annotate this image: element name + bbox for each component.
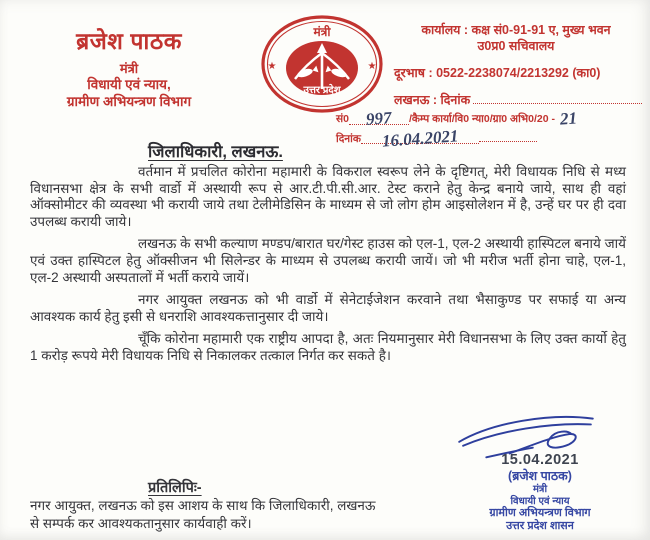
copy-line-2: से सम्पर्क कर आवश्यकतानुसार कार्यवाही करें।: [30, 515, 252, 531]
seal-right-star-icon: ★: [367, 61, 377, 72]
ref-date-rule: [361, 125, 479, 151]
ref-number-suffix: /कैम्प कार्या/वि0 न्या0/ग्रा0 अभि0/20 -: [408, 113, 556, 125]
place-date-label: लखनऊ : दिनांक: [394, 92, 471, 107]
body-paragraph-2: लखनऊ के सभी कल्याण मण्डप/बारात घर/गेस्ट हाउस को एल-1, एल-2 अस्थायी हास्पिटल बनाये जायें एवं उक्त हास्पिटल हेतु ऑक्सीजन भी सिलेन्डर के माध्यम से उपलब्ध करायी जायें। जो भी मरीज भर्ती होना चाहे, एल-1, एल-2 अस्थायी अस्पतालों में भर्ती कराये जायें।: [30, 236, 626, 285]
reference-date-line: [336, 125, 642, 151]
seal-emblem-icon: [286, 41, 358, 96]
stamp-dept-3: उत्तर प्रदेश शासन: [506, 520, 574, 533]
reference-block: [336, 108, 642, 151]
body-paragraph-3: नगर आयुक्त लखनऊ को भी वार्डो में सेनेटाईजेशन करवाने तथा भैसाकुण्ड पर सफाई या अन्य आवश्यक कार्य हेतु इसी से धनराशि आवश्यकत्तानुसार दी जाये।: [30, 292, 626, 324]
ref-number-rule: [349, 108, 409, 129]
reference-number-line: [336, 108, 642, 129]
minister-name: ब्रजेश पाठक: [76, 28, 182, 54]
seal-bottom-text: उत्तर प्रदेश: [303, 85, 341, 96]
letterhead-block: [24, 24, 234, 111]
office-address-block: [390, 22, 642, 108]
ref-number-label: सं0: [336, 113, 349, 125]
body-paragraph-1: वर्तमान में प्रचलित कोरोना महामारी के विकराल स्वरूप लेने के दृष्टिगत्, मेरी विधायक निधि से मध्य विधानसभा क्षेत्र के सभी वार्डो में अस्थायी रूप से आर.टी.पी.सी.आर. टेस्ट कराने हेतु केन्द्र बनाये जाये, साथ ही वहां ऑक्सोमीटर की व्यवस्था भी करायी जाये तथा टेलीमेडिसिन के माध्यम से जो लोग होम आइसोलेशन में है, उन्हें घर पर ही दवा उपलब्ध करायी जाये।: [30, 164, 626, 229]
department-line-2: ग्रामीण अभियन्त्रण विभाग: [66, 93, 192, 109]
copy-line-1: नगर आयुक्त, लखनऊ को इस आशय के साथ कि जिलाधिकारी, लखनऊ: [30, 498, 376, 513]
ref-date-label: दिनांक: [336, 132, 361, 145]
handwritten-date: 16.04.2021: [381, 125, 459, 151]
body-paragraph-4: चूँकि कोरोना महामारी एक राष्ट्रीय आपदा है, अतः नियमानुसार मेरी विधानसभा के लिए उक्त कार्यो हेतु 1 करोड़ रूपये मेरी विधायक निधि से निकालकर तत्काल निर्गत कर सकते है।: [30, 331, 626, 363]
stamp-title: मंत्री: [532, 483, 548, 495]
stamp-date: 15.04.2021: [501, 452, 579, 468]
department-line-1: विधायी एवं न्याय,: [87, 77, 171, 92]
place-date-line: [390, 92, 642, 108]
date-dotted-rule: [473, 92, 642, 104]
letter-body: [30, 164, 626, 371]
seal-left-star-icon: ★: [267, 61, 277, 72]
office-address-line-1: कार्यालय : कक्ष सं0-91-91 ए, मुख्य भवन: [421, 23, 611, 37]
signature-stamp-block: [442, 452, 638, 533]
copy-label: प्रतिलिपिः-: [148, 480, 202, 496]
office-phone-line: दूरभाष : 0522-2238074/2213292 (का0): [394, 65, 601, 80]
stamp-signatory-name: (ब्रजेश पाठक): [508, 469, 572, 484]
seal-top-text: मंत्री: [313, 25, 331, 39]
salutation: जिलाधिकारी, लखनऊ.: [148, 143, 283, 161]
office-address-line-2: उ0प्र0 सचिवालय: [477, 39, 555, 54]
minister-title: मंत्री: [119, 61, 139, 76]
handwritten-ref-year: 21: [559, 108, 578, 129]
stamp-dept-1: विधायी एवं न्याय: [510, 495, 570, 507]
ref-date-rule-tail: [479, 130, 537, 142]
handwritten-ref-number: 997: [365, 108, 393, 129]
stamp-dept-2: ग्रामीण अभियन्त्रण विभाग: [489, 507, 591, 520]
up-government-seal-icon: [259, 13, 385, 115]
